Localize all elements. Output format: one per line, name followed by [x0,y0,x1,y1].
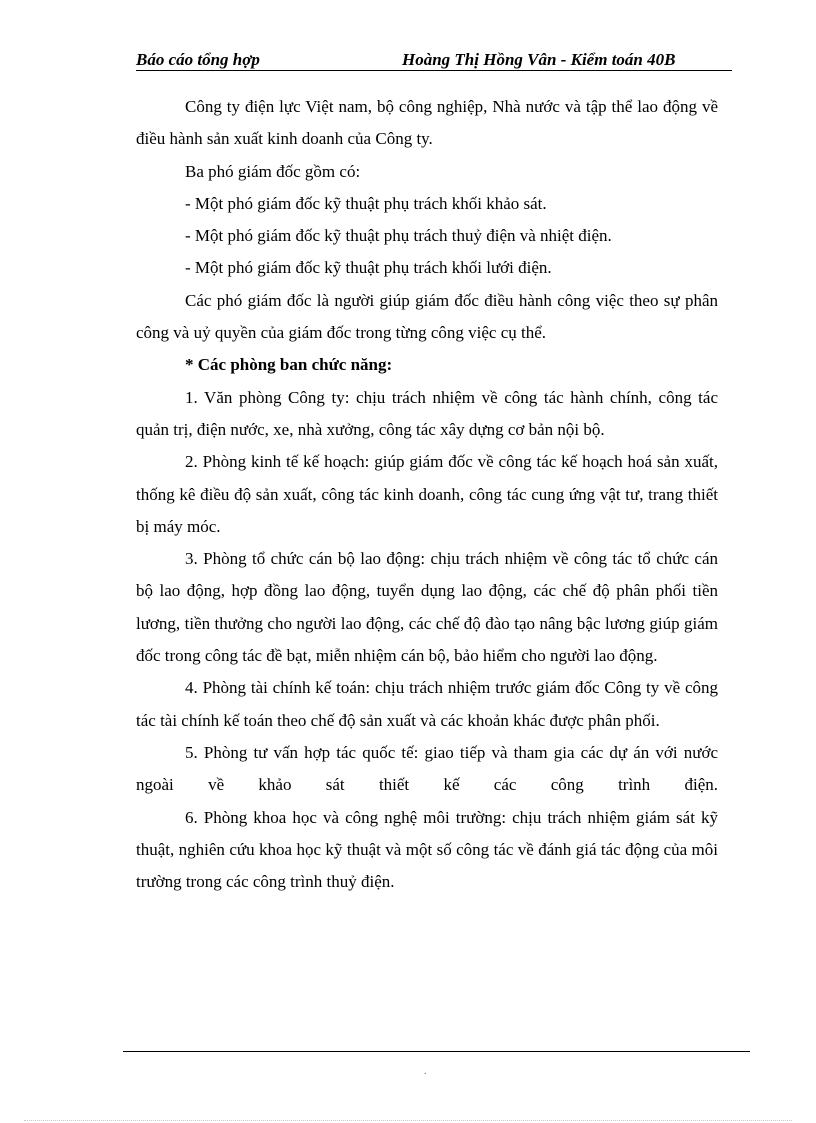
paragraph: Công ty điện lực Việt nam, bộ công nghiệp, Nhà nước và tập thể lao động về điều hành sản xuất kinh doanh của Công ty. [136,97,718,149]
list-item: - Một phó giám đốc kỹ thuật phụ trách khối lưới điện. [185,258,552,278]
header-title: Báo cáo tổng hợp [136,50,260,69]
page-bottom-border [24,1120,792,1121]
department-item: 6. Phòng khoa học và công nghệ môi trường: chịu trách nhiệm giám sát kỹ thuật, nghiên cứu khoa học kỹ thuật và một số công tác về đánh giá tác động của môi trường trong các công trình thuỷ điện. [136,807,718,892]
footer-mark: . [424,1066,427,1077]
department-item: 5. Phòng tư vấn hợp tác quốc tế: giao tiếp và tham gia các dự án với nước ngoài về khảo sát thiết kế các công trình điện. [136,742,718,795]
footer-divider [123,1051,750,1052]
header-author: Hoàng Thị Hồng Vân - Kiểm toán 40B [402,50,676,69]
department-item: 1. Văn phòng Công ty: chịu trách nhiệm về công tác hành chính, công tác quản trị, điện nước, xe, nhà xưởng, công tác xây dựng cơ bản nội bộ. [136,387,718,439]
document-body [136,91,718,898]
department-item: 4. Phòng tài chính kế toán: chịu trách nhiệm trước giám đốc Công ty về công tác tài chính kế toán theo chế độ sản xuất và các khoản khác được phân phối. [136,678,718,730]
paragraph: Các phó giám đốc là người giúp giám đốc điều hành công việc theo sự phân công và uỷ quyền của giám đốc trong từng công việc cụ thể. [136,290,718,343]
paragraph: Ba phó giám đốc gồm có: [185,161,361,181]
department-item: 2. Phòng kinh tế kế hoạch: giúp giám đốc về công tác kế hoạch hoá sản xuất, thống kê điều độ sản xuất, công tác kinh doanh, công tác cung ứng vật tư, trang thiết bị máy móc. [136,452,718,536]
section-heading: * Các phòng ban chức năng: [185,355,393,375]
list-item: - Một phó giám đốc kỹ thuật phụ trách khối khảo sát. [185,193,547,213]
page-header [136,50,732,71]
department-item: 3. Phòng tổ chức cán bộ lao động: chịu trách nhiệm về công tác tổ chức cán bộ lao động, hợp đồng lao động, tuyển dụng lao động, các chế độ phân phối tiền lương, tiền thưởng cho người lao động, các chế độ đào tạo nâng bậc lương giúp giám đốc trong công tác đề bạt, miễn nhiệm cán bộ, bảo hiểm cho người lao động. [136,549,718,666]
list-item: - Một phó giám đốc kỹ thuật phụ trách thuỷ điện và nhiệt điện. [185,226,612,246]
